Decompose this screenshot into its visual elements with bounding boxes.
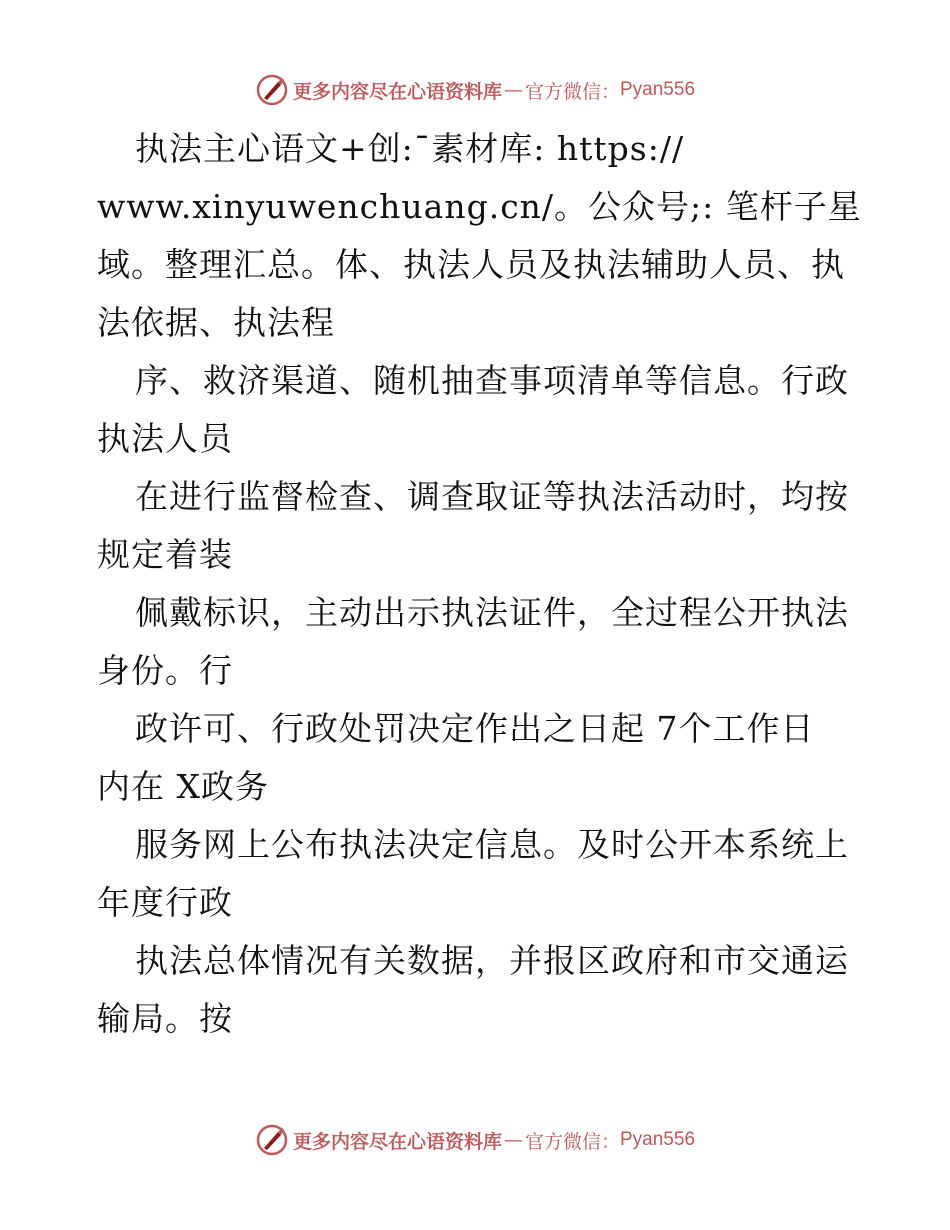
- banner-official-label: 官方微信：: [524, 80, 620, 103]
- quill-pen-icon: [255, 73, 289, 107]
- body-line: www.xinyuwenchuang.cn/。公众号;: 笔杆子星: [97, 187, 862, 226]
- body-line: 域。整理汇总。体、执法人员及执法辅助人员、执: [97, 245, 845, 284]
- body-line: 法依据、执法程: [97, 303, 335, 342]
- body-line: 年度行政: [97, 883, 233, 922]
- document-body: [97, 120, 862, 1048]
- body-line: 执法总体情况有关数据，并报区政府和市交通运: [135, 941, 849, 980]
- body-line: 规定着装: [97, 535, 233, 574]
- banner-text: 更多内容尽在心语资料库: [292, 80, 502, 103]
- banner-dash: —: [503, 1129, 523, 1151]
- body-line: 政许可、行政处罚决定作出之日起 7个工作日: [135, 709, 815, 748]
- footer-banner: [0, 1120, 950, 1160]
- quill-pen-icon: [255, 1123, 289, 1157]
- header-banner: [0, 70, 950, 110]
- body-line: 内在 X政务: [97, 767, 269, 806]
- body-line: 序、救济渠道、随机抽查事项清单等信息。行政: [135, 361, 849, 400]
- banner-wechat-id: Pyan556: [620, 79, 696, 100]
- body-line: 在进行监督检查、调查取证等执法活动时，均按: [135, 477, 849, 516]
- banner-text: 更多内容尽在心语资料库: [292, 1130, 502, 1153]
- body-line: 佩戴标识，主动出示执法证件，全过程公开执法: [135, 593, 849, 632]
- banner-wechat-id: Pyan556: [620, 1129, 696, 1150]
- banner-dash: —: [503, 79, 523, 101]
- body-line: 执法主心语文+创:¯素材库: https://: [135, 129, 685, 168]
- body-line: 服务网上公布执法决定信息。及时公开本系统上: [135, 825, 849, 864]
- banner-official-label: 官方微信：: [524, 1130, 620, 1153]
- body-line: 身份。行: [97, 651, 233, 690]
- body-line: 输局。按: [97, 999, 233, 1038]
- body-line: 执法人员: [97, 419, 233, 458]
